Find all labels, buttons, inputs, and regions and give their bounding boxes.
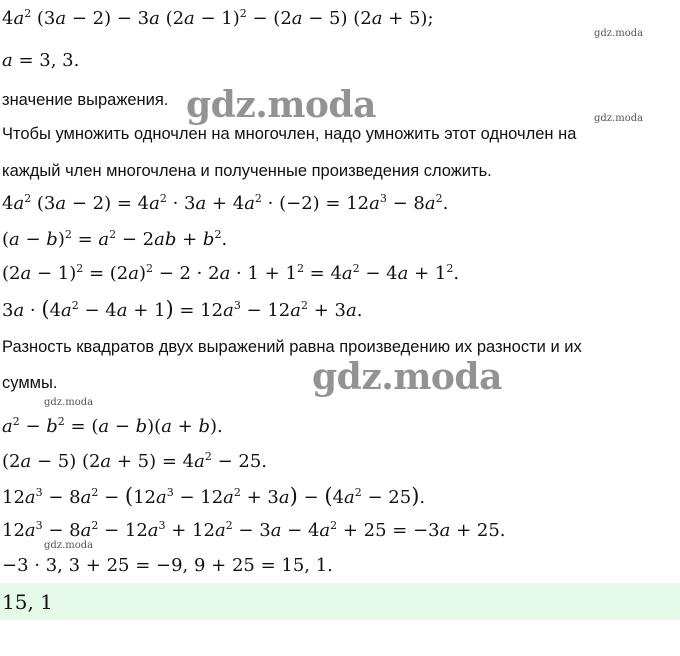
rule-text: Чтобы умножить одночлен на многочлен, надо умножить этот одночлен на <box>2 125 577 143</box>
math-line: $3a \cdot (4a^2 - 4a + 1) = 12a^3 - 12a^2 + 3a$. <box>2 297 363 321</box>
answer-box <box>0 583 680 620</box>
math-line: $12a^3 - 8a^2 - 12a^3 + 12a^2 - 3a - 4a^2 + 25 = -3a + 25$. <box>2 519 506 541</box>
rule-text: каждый член многочлена и полученные произведения сложить. <box>2 162 492 180</box>
rule-text: суммы. <box>2 374 58 392</box>
answer-value: 15, 1 <box>2 590 53 614</box>
math-line: (2a − 5) $(2a + 5) = 4a^2 - 25$. <box>2 450 268 472</box>
watermark-big: gdz.moda <box>186 84 376 126</box>
math-line: $(2a - 1)^2 = (2a)^2 - 2 \cdot 2a \cdot 1 + 1^2 = 4a^2 - 4a + 1^2$. <box>2 262 460 284</box>
variable-value-line: a = 3, 3. <box>2 50 80 71</box>
watermark-big: gdz.moda <box>312 356 502 398</box>
watermark-small: gdz.moda <box>44 540 94 551</box>
math-line: $a^2 - b^2 = (a - b)(a + b)$. <box>2 415 223 437</box>
watermark-small: gdz.moda <box>594 113 644 124</box>
watermark-small: gdz.moda <box>44 397 94 408</box>
rule-text: Разность квадратов двух выражений равна произведению их разности и их <box>2 338 582 356</box>
expression-line: $4a^2$ (3a − 2) − 3a $(2a - 1)^2 - (2a - 5)$ (2a + 5); <box>2 7 434 29</box>
value-label: значение выражения. <box>2 91 169 109</box>
math-line: $4a^2$ $(3a - 2) = 4a^2 \cdot 3a + 4a^2 \cdot (-2) = 12a^3 - 8a^2$. <box>2 192 449 214</box>
math-line: −3 · 3, 3 + 25 = −9, 9 + 25 = 15, 1. <box>2 555 333 576</box>
watermark-small: gdz.moda <box>594 28 644 39</box>
math-line: $12a^3 - 8a^2 - (12a^3 - 12a^2 + 3a) - (4a^2 - 25)$. <box>2 484 426 508</box>
math-line: $(a - b)^2 = a^2 - 2ab + b^2$. <box>2 228 228 250</box>
